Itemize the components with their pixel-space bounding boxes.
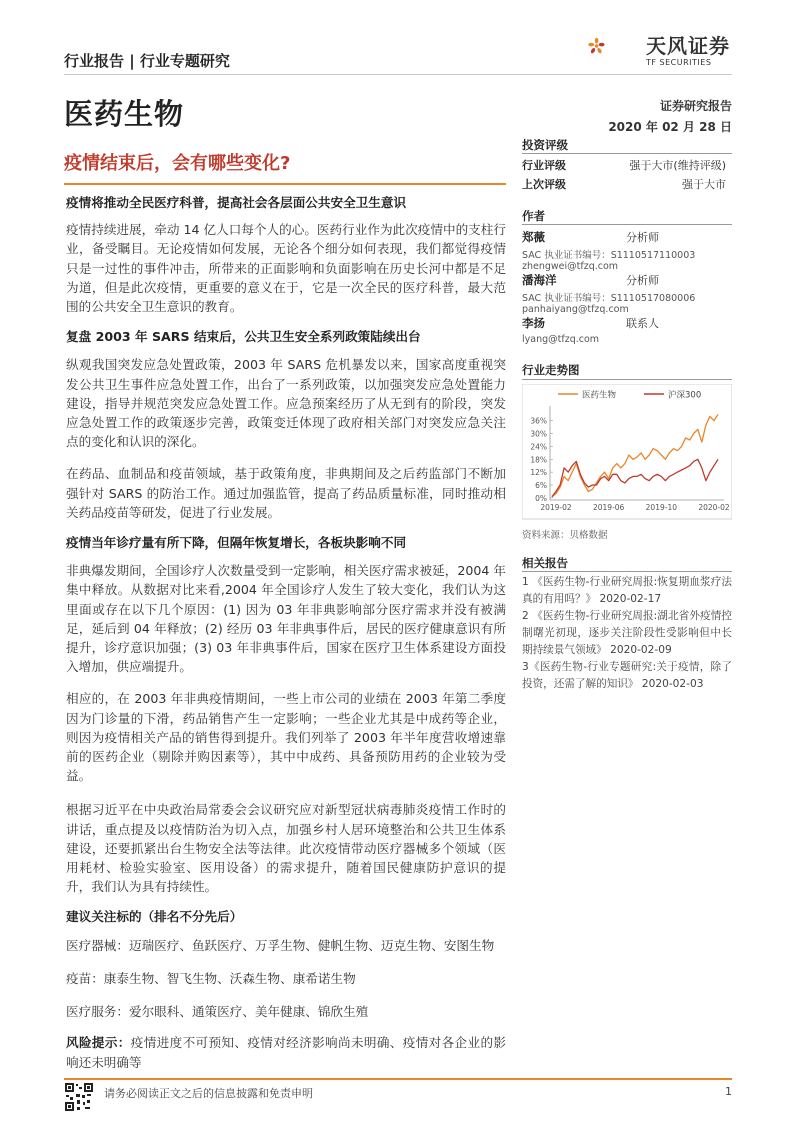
author-block — [522, 315, 732, 345]
authors-title: 作者 — [522, 209, 545, 223]
rating-label: 上次评级 — [522, 178, 566, 191]
logo-name: 天风证券 — [646, 34, 730, 58]
author-name: 潘海洋 — [522, 273, 557, 287]
related-report-link[interactable]: 1 《医药生物-行业研究周报:恢复期血浆疗法真的有用吗？》 2020-02-17 — [522, 576, 732, 605]
body-paragraph: 相应的，在 2003 年非典疫情期间，一些上市公司的业绩在 2003 年第二季度因为门诊量的下滑，药品销售产生一定影响；一些企业尤其是中成药等企业，则因为疫情相关产品的销售得到提升。我们列举了 2003 年半年度营收增速靠前的医药企业（剔除并购因素等），其中中成药、具备预防用药的企业较为受益。 — [66, 691, 506, 784]
related-list — [522, 574, 732, 693]
author-name: 郑薇 — [522, 230, 545, 244]
series-line — [552, 459, 718, 497]
rating-value: 强于大市(维持评级) — [629, 159, 726, 172]
risk-text: 疫情进度不可预知、疫情对经济影响尚未明确、疫情对各企业的影响还未明确等 — [66, 1035, 507, 1070]
y-tick-label: 12% — [530, 468, 547, 478]
author-email[interactable]: panhaiyang@tfzq.com — [522, 304, 629, 315]
rating-title: 投资评级 — [522, 138, 568, 152]
author-email[interactable]: lyang@tfzq.com — [522, 334, 600, 345]
author-block — [522, 229, 732, 272]
report-headline: 疫情结束后，会有哪些变化? — [64, 153, 291, 174]
body-paragraph: 疫情持续进展，牵动 14 亿人口每个人的心。医药行业作为此次疫情中的支柱行业，备受瞩目。无论疫情如何发展，无论各个细分如何表现，我们都觉得疫情只是一过性的事件冲击，所带来的正面影响和负面影响在历史长河中都是不足为道，但是此次疫情，更重要的意义在于，它是一次全民的医疗科普，最大范围的公共安全卫生意识的教育。 — [66, 222, 506, 315]
headline-divider — [64, 183, 506, 185]
x-tick-label: 2020-02 — [698, 503, 730, 512]
y-tick-label: 6% — [535, 481, 547, 490]
report-date: 2020 年 02 月 28 日 — [608, 120, 732, 134]
related-title: 相关报告 — [522, 556, 568, 570]
stock-list-vaccines: 疫苗：康泰生物、智飞生物、沃森生物、康希诺生物 — [66, 970, 356, 986]
body-paragraph: 在药品、血制品和疫苗领域，基于政策角度，非典期间及之后药监部门不断加强针对 SARS 的防治工作。通过加强监管，提高了药品质量标准，同时推动相关药品疫苗等研发，促进了行业发展。 — [66, 466, 506, 520]
footer-divider — [64, 1078, 732, 1080]
related-divider — [522, 571, 732, 572]
stock-list-services: 医疗服务：爱尔眼科、通策医疗、美年健康、锦欣生殖 — [66, 1004, 369, 1020]
author-cert: SAC 执业证书编号：S1110517080006 — [522, 293, 696, 304]
header-divider — [64, 74, 732, 75]
series-line — [552, 414, 718, 497]
section-heading: 疫情当年诊疗量有所下降，但隔年恢复增长，各板块影响不同 — [66, 535, 407, 551]
related-report-link[interactable]: 3《医药生物-行业专题研究:关于疫情，除了投资，还需了解的知识》 2020-02-03 — [522, 661, 732, 690]
footer-disclaimer: 请务必阅读正文之后的信息披露和免责申明 — [104, 1087, 313, 1100]
author-role: 分析师 — [626, 231, 659, 244]
report-type: 证券研究报告 — [659, 99, 732, 113]
section-heading: 建议关注标的（排名不分先后） — [66, 908, 243, 924]
body-paragraph: 纵观我国突发应急处置政策，2003 年 SARS 危机暴发以来，国家高度重视突发公共卫生事件应急处置工作，出台了一系列政策，以加强突发应急处置能力建设，指导并规范突发应急处置工作。应急预案经历了从无到有的阶段，突发应急处置工作的政策逐步完善，政策变迁体现了政府相关部门对突发应急关注点的变化和认识的深化。 — [66, 357, 506, 450]
y-tick-label: 24% — [530, 442, 547, 452]
x-tick-label: 2019-10 — [645, 503, 678, 512]
logo-english: TF SECURITIES — [646, 58, 712, 67]
report-category: 行业报告 | 行业专题研究 — [64, 52, 230, 70]
body-paragraph: 根据习近平在中央政治局常委会会议研究应对新型冠状病毒肺炎疫情工作时的讲话，重点提及以疫情防治为切入点，加强乡村人居环境整治和公共卫生体系建设，还要抓紧出台生物安全法等法律。此次疫情带动医疗器械多个领域（医用耗材、检验实验室、医用设备）的需求提升，随着国民健康防护意识的提升，我们认为具有持续性。 — [66, 802, 506, 895]
body-paragraph: 非典爆发期间，全国诊疗人次数量受到一定影响，相关医疗需求被延，2004 年集中释放。从数据对比来看,2004 年全国诊疗人发生了较大变化，我们认为这里面或存在以下几个原因：(1) 因为 03 年非典影响部分医疗需求并没有被满足，延后到 04 年释放；(2) 经历 03 年非典事件后，居民的医疗健康意识有所提升，诊疗意识加强；(3) 03 年非典事件后，国家在医疗卫生体系建设方面投入增加，供应端提升。 — [66, 563, 506, 675]
page-number: 1 — [725, 1085, 732, 1098]
x-tick-label: 2019-06 — [592, 503, 625, 512]
rating-divider — [522, 153, 732, 154]
stock-list-devices: 医疗器械：迈瑞医疗、鱼跃医疗、万孚生物、健帆生物、迈克生物、安图生物 — [66, 937, 495, 953]
y-tick-label: 36% — [530, 416, 547, 426]
trend-source: 资料来源：贝格数据 — [522, 530, 608, 541]
author-cert: SAC 执业证书编号：S1110517110003 — [522, 250, 696, 261]
risk-warning — [66, 1033, 506, 1071]
section-heading: 复盘 2003 年 SARS 结束后，公共卫生安全系列政策陆续出台 — [66, 329, 421, 345]
legend-label: 沪深300 — [668, 390, 702, 401]
legend-label: 医药生物 — [582, 390, 617, 401]
authors-divider — [522, 224, 732, 225]
author-role: 分析师 — [626, 274, 659, 287]
author-name: 李扬 — [522, 316, 545, 330]
y-tick-label: 0% — [535, 493, 547, 503]
chart-frame — [522, 384, 732, 519]
y-tick-label: 18% — [530, 455, 547, 465]
qr-code-icon — [64, 1082, 94, 1112]
y-tick-label: 30% — [530, 429, 547, 439]
author-block — [522, 272, 732, 315]
author-role: 联系人 — [626, 317, 659, 330]
section-heading: 疫情将推动全民医疗科普，提高社会各层面公共安全卫生意识 — [66, 195, 407, 210]
related-report-link[interactable]: 2 《医药生物-行业研究周报:湖北省外疫情控制曙光初现，逐步关注阶段性受影响但中长期持续景气领域》 2020-02-09 — [522, 610, 732, 656]
risk-label: 风险提示： — [66, 1035, 131, 1051]
rating-value: 强于大市 — [682, 178, 726, 191]
rating-label: 行业评级 — [522, 159, 566, 172]
trend-title: 行业走势图 — [522, 363, 580, 377]
trend-divider — [522, 379, 732, 380]
sector-title: 医药生物 — [64, 97, 185, 131]
trend-chart — [522, 384, 732, 520]
author-email[interactable]: zhengwei@tfzq.com — [522, 261, 619, 272]
tf-logo-icon — [588, 22, 640, 70]
x-tick-label: 2019-02 — [540, 503, 572, 512]
main-body — [66, 193, 506, 1072]
